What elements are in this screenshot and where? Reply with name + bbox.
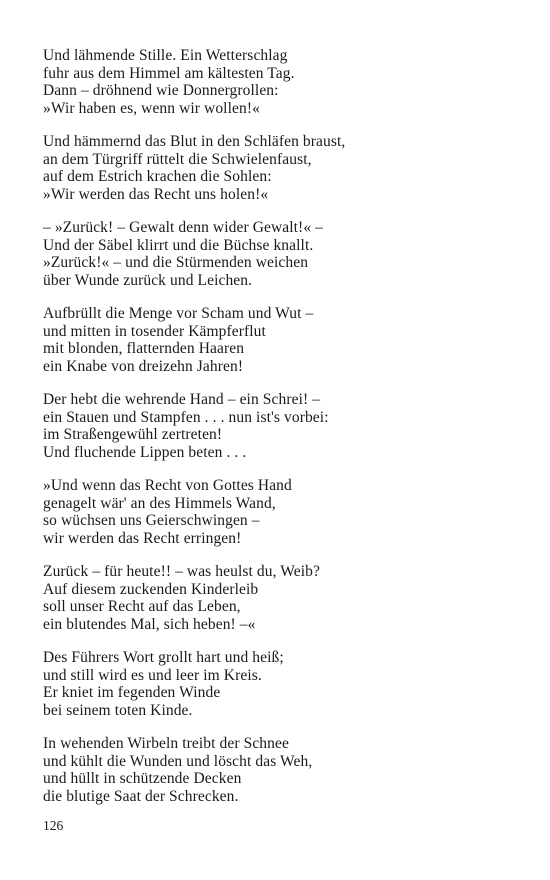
poem-line: ein blutendes Mal, sich heben! –« (43, 615, 256, 633)
poem-line: bei seinem toten Kinde. (43, 701, 193, 719)
poem-line: Der hebt die wehrende Hand – ein Schrei! – (43, 391, 321, 408)
poem-line: Dann – dröhnend wie Donnergrollen: (43, 82, 279, 99)
poem-line: Auf diesem zuckenden Kinderleib (43, 580, 259, 598)
poem-line: soll unser Recht auf das Leben, (43, 598, 241, 615)
poem-line: ein Stauen und Stampfen . . . nun ist's vorbei: (43, 408, 329, 426)
stanza-6 (43, 477, 513, 547)
poem-line: und kühlt die Wunden und löscht das Weh, (43, 752, 313, 770)
poem-line: wir werden das Recht erringen! (43, 529, 242, 547)
poem-line: und mitten in tosender Kämpferflut (43, 322, 266, 340)
poem-line: Zurück – für heute!! – was heulst du, Weib? (43, 563, 320, 580)
poem-line: Und fluchende Lippen beten . . . (43, 443, 247, 461)
poem-line: In wehenden Wirbeln treibt der Schnee (43, 735, 289, 752)
poem-line: die blutige Saat der Schrecken. (43, 787, 239, 805)
stanza-3 (43, 219, 513, 289)
poem-line: Aufbrüllt die Menge vor Scham und Wut – (43, 305, 314, 322)
poem-line: fuhr aus dem Himmel am kältesten Tag. (43, 64, 295, 82)
poem-line: und still wird es und leer im Kreis. (43, 666, 262, 684)
page-number: 126 (43, 818, 64, 833)
poem-line: im Straßengewühl zertreten! (43, 426, 223, 443)
stanza-9 (43, 735, 513, 805)
poem-line: Und lähmende Stille. Ein Wetterschlag (43, 47, 288, 64)
poem-line: »Wir werden das Recht uns holen!« (43, 185, 269, 203)
stanza-8 (43, 649, 513, 719)
poem-line: mit blonden, flatternden Haaren (43, 340, 245, 357)
stanza-1 (43, 47, 513, 117)
stanza-5 (43, 391, 513, 461)
poem-line: Des Führers Wort grollt hart und heiß; (43, 649, 284, 666)
poem-line: Und hämmernd das Blut in den Schläfen braust, (43, 133, 346, 150)
poem-line: an dem Türgriff rüttelt die Schwielenfaust, (43, 150, 312, 168)
stanza-7 (43, 563, 513, 633)
poem-line: – »Zurück! – Gewalt denn wider Gewalt!« – (43, 219, 323, 236)
poem (43, 47, 513, 821)
poem-line: ein Knabe von dreizehn Jahren! (43, 357, 244, 375)
stanza-2 (43, 133, 513, 203)
stanza-4 (43, 305, 513, 375)
poem-line: »Wir haben es, wenn wir wollen!« (43, 99, 260, 117)
poem-line: Und der Säbel klirrt und die Büchse knallt. (43, 236, 314, 254)
poem-line: so wüchsen uns Geierschwingen – (43, 512, 260, 529)
poem-line: »Und wenn das Recht von Gottes Hand (43, 477, 292, 494)
poem-line: »Zurück!« – und die Stürmenden weichen (43, 254, 309, 271)
poem-line: über Wunde zurück und Leichen. (43, 271, 253, 289)
poem-line: Er kniet im fegenden Winde (43, 684, 221, 701)
poem-line: genagelt wär' an des Himmels Wand, (43, 494, 276, 512)
poem-line: auf dem Estrich krachen die Sohlen: (43, 168, 272, 185)
poem-line: und hüllt in schützende Decken (43, 770, 242, 787)
